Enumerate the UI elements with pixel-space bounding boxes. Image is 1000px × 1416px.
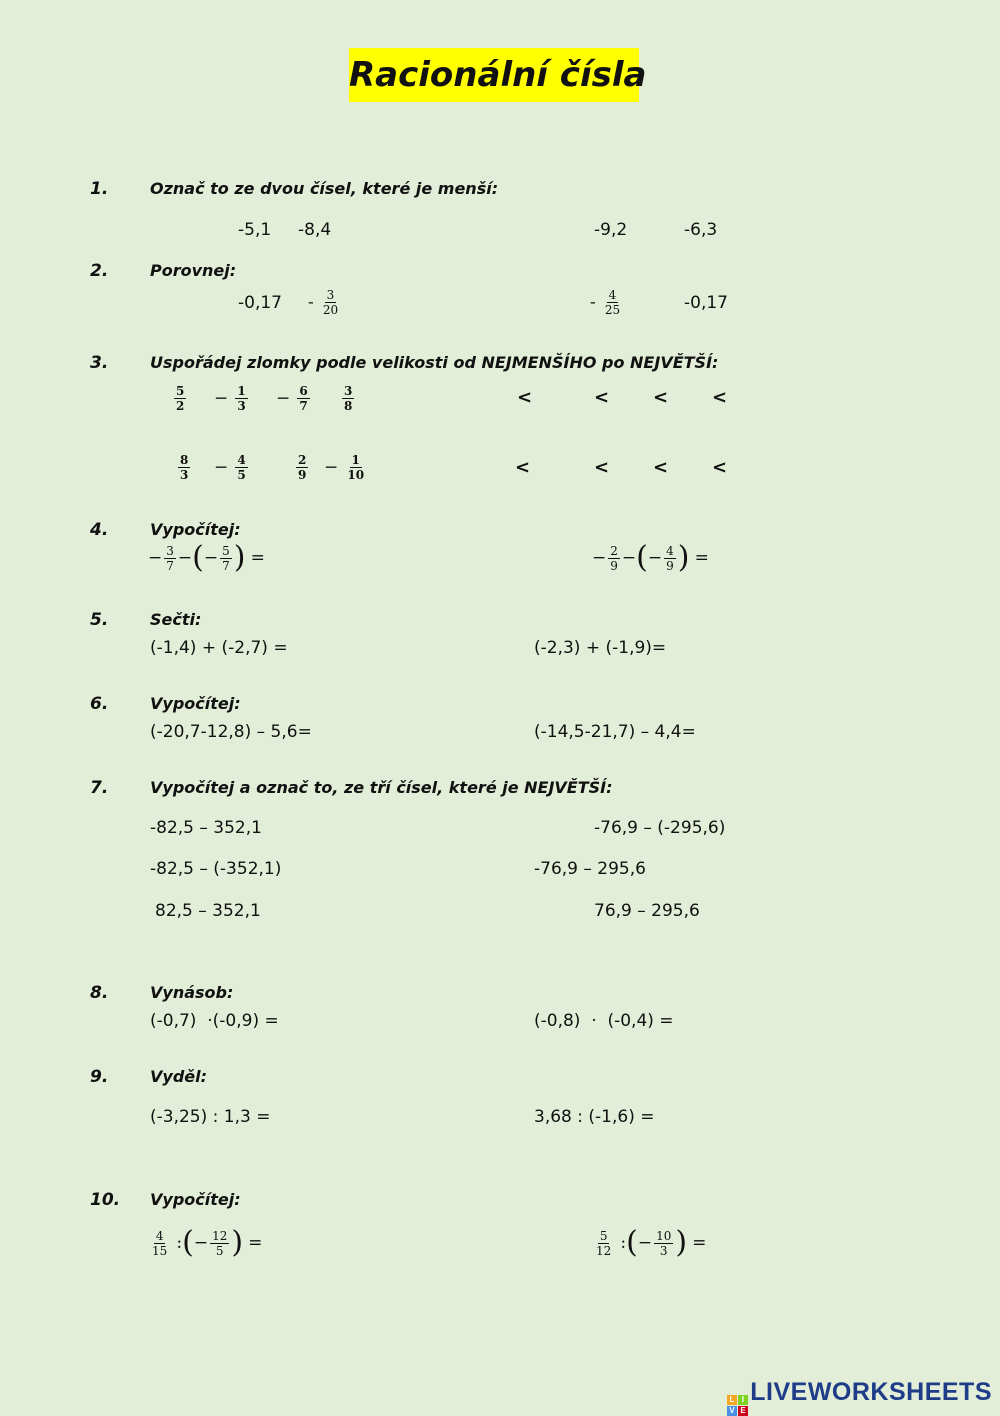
numerator: 3 [326,288,335,302]
sign: - [590,292,596,313]
q3-row1-lt-1: < [517,387,533,408]
icon-letter: L [727,1395,737,1405]
q9-left-expression: (-3,25) : 1,3 = [150,1107,271,1127]
denominator: 15 [152,1243,168,1258]
q5-number: 5. [90,610,109,630]
q3-row2-frac-1 [176,453,192,482]
numerator: 3 [344,384,353,398]
numerator: 10 [656,1228,672,1243]
q3-row2-lt-3: < [653,457,669,478]
q4-right-expression: − $\frac{2}{9}$ −(− $\frac{4}{9}$ ) = [592,540,709,575]
numerator: 2 [610,543,618,558]
numerator: 4 [608,288,617,302]
q10-right-expression: $\frac{5}{12}$ :(− $\frac{10}{3}$ ) = [596,1225,707,1260]
operator: : [620,1233,627,1253]
sign: − [193,1233,209,1253]
q1-number: 1. [90,179,109,199]
q3-row2-lt-4: < [712,457,728,478]
denominator: 5 [237,468,246,482]
q7-right-item-1[interactable]: -76,9 – (-295,6) [594,818,726,838]
q5-text: Sečti: [150,610,202,629]
q3-row2-frac-4 [324,453,368,482]
q6-text: Vypočítej: [150,694,241,713]
q7-text: Vypočítej a označ to, ze tří čísel, které je NEJVĚTŠÍ: [150,778,613,797]
q3-row2-frac-3 [294,453,310,482]
q9-right-expression: 3,68 : (-1,6) = [534,1107,655,1127]
denominator: 7 [222,558,230,573]
denominator: 10 [347,468,365,482]
q6-left-expression: (-20,7-12,8) – 5,6= [150,722,312,742]
q8-left-expression: (-0,7) ·(-0,9) = [150,1011,279,1031]
operator: − [177,548,193,568]
numerator: 8 [180,453,189,467]
q1-value-d[interactable]: -6,3 [684,220,718,240]
numerator: 2 [298,453,307,467]
q4-text: Vypočítej: [150,520,241,539]
equals-sign: = [694,548,709,568]
q3-row1-frac-2 [214,384,250,413]
icon-letter: V [727,1406,737,1416]
q5-left-expression: (-1,4) + (-2,7) = [150,638,288,658]
q3-row1-frac-4 [340,384,356,413]
q3-row2-frac-2 [214,453,250,482]
q2-text: Porovnej: [150,261,237,280]
denominator: 8 [344,399,353,413]
denominator: 5 [215,1243,224,1258]
denominator: 3 [180,468,189,482]
q9-text: Vyděl: [150,1067,207,1086]
q6-right-expression: (-14,5-21,7) – 4,4= [534,722,696,742]
q8-right-expression: (-0,8) · (-0,4) = [534,1011,674,1031]
denominator: 7 [299,399,308,413]
sign: − [203,548,219,568]
denominator: 7 [166,558,174,573]
icon-letter: E [738,1406,748,1416]
q4-left-expression: − $\frac{3}{7}$ −(− $\frac{5}{7}$ ) = [148,540,265,575]
icon-letter: I [738,1395,748,1405]
q7-right-item-2[interactable]: -76,9 – 295,6 [534,859,646,879]
q1-text: Označ to ze dvou čísel, které je menší: [150,179,499,198]
operator: − [621,548,637,568]
brand-name: LIVEWORKSHEETS [750,1378,992,1406]
q7-left-item-3[interactable]: 82,5 – 352,1 [155,901,261,921]
q10-number: 10. [90,1190,121,1210]
denominator: 20 [322,303,339,317]
page-title: Racionální čísla [349,48,639,102]
numerator: 6 [299,384,308,398]
equals-sign: = [692,1233,707,1253]
q3-row1-lt-3: < [653,387,669,408]
numerator: 12 [212,1228,228,1243]
sign: − [148,548,163,568]
q5-right-expression: (-2,3) + (-1,9)= [534,638,667,658]
sign: − [592,548,607,568]
numerator: 5 [176,384,185,398]
q1-value-b[interactable]: -8,4 [298,220,332,240]
operator: : [176,1233,183,1253]
sign: − [214,388,229,409]
numerator: 1 [351,453,360,467]
denominator: 9 [666,558,674,573]
numerator: 4 [237,453,246,467]
q3-number: 3. [90,353,109,373]
q3-row1-frac-1 [172,384,188,413]
equals-sign: = [250,548,265,568]
denominator: 9 [298,468,307,482]
denominator: 2 [176,399,185,413]
numerator: 5 [599,1228,608,1243]
denominator: 25 [604,303,621,317]
q1-value-c[interactable]: -9,2 [594,220,628,240]
denominator: 3 [659,1243,668,1258]
equals-sign: = [248,1233,263,1253]
sign: - [308,292,314,313]
q2-number: 2. [90,261,109,281]
numerator: 4 [666,543,674,558]
q3-row2-lt-2: < [594,457,610,478]
numerator: 4 [155,1228,164,1243]
numerator: 1 [237,384,246,398]
q8-text: Vynásob: [150,983,234,1002]
q2-left-value: -0,17 [238,293,282,313]
q8-number: 8. [90,983,109,1003]
q3-row2-lt-1: < [515,457,531,478]
q7-left-item-1[interactable]: -82,5 – 352,1 [150,818,262,838]
q3-row1-frac-3 [276,384,312,413]
q4-number: 4. [90,520,109,540]
q3-row1-lt-4: < [712,387,728,408]
q10-text: Vypočítej: [150,1190,241,1209]
q1-value-a[interactable]: -5,1 [238,220,272,240]
q7-number: 7. [90,778,109,798]
q2-left-answer-slot[interactable] [284,290,306,314]
q3-row1-lt-2: < [594,387,610,408]
sign: − [276,388,291,409]
numerator: 3 [166,543,174,558]
q2-right-fraction [590,288,624,317]
liveworksheets-logo [727,1378,992,1416]
denominator: 3 [237,399,246,413]
sign: − [647,548,663,568]
sign: − [324,457,339,478]
denominator: 9 [610,558,618,573]
q10-left-expression: $\frac{4}{15}$ :(− $\frac{12}{5}$ ) = [152,1225,263,1260]
sign: − [214,457,229,478]
denominator: 12 [596,1243,612,1258]
q2-right-value: -0,17 [684,293,728,313]
q7-left-item-2[interactable]: -82,5 – (-352,1) [150,859,282,879]
q2-right-answer-slot[interactable] [650,290,672,314]
q9-number: 9. [90,1067,109,1087]
q7-right-item-3[interactable]: 76,9 – 295,6 [594,901,700,921]
q2-left-fraction [308,288,342,317]
numerator: 5 [222,543,230,558]
q3-text: Uspořádej zlomky podle velikosti od NEJMENŠÍHO po NEJVĚTŠÍ: [150,353,719,372]
q6-number: 6. [90,694,109,714]
sign: − [637,1233,653,1253]
